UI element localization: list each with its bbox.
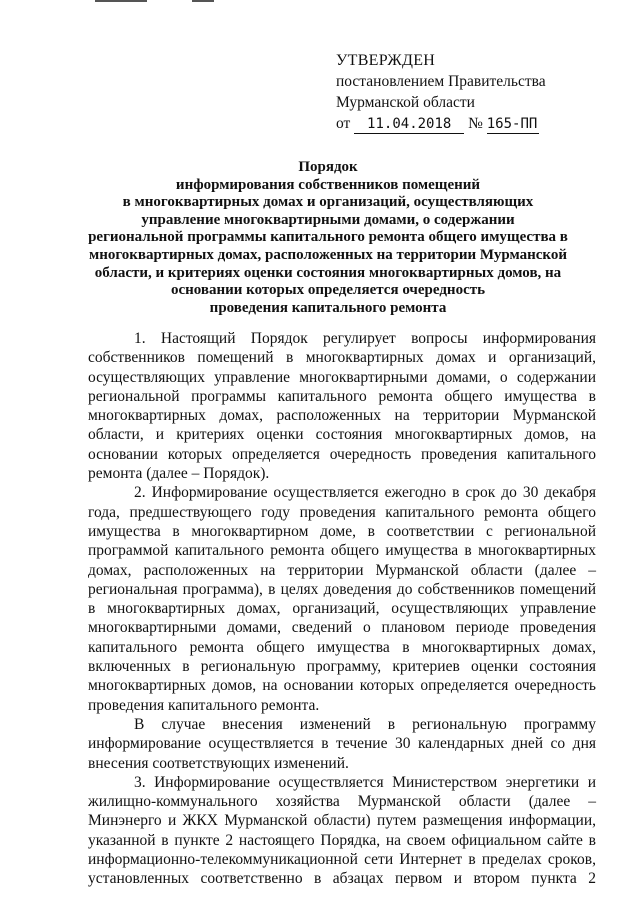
paragraph-1: 1. Настоящий Порядок регулирует вопросы информирования собственников помещений в многоквартирных домах и организаций, осуществляющих управление многоквартирными домами, о содержании региональной программы капитального ремонта общего имущества в многоквартирных домах, расположенных на территории Мурманской области, и критериях оценки состояния многоквартирных домов, на основании которых определяется очередность проведения капитального ремонта (далее – Порядок). <box>88 330 596 483</box>
scan-artifact <box>192 0 214 2</box>
document-body <box>88 329 596 889</box>
approval-title: УТВЕРЖДЕН <box>336 52 436 69</box>
heading-line: региональной программы капитального ремонта общего имущества в <box>88 229 568 246</box>
paragraph-3: 3. Информирование осуществляется Министерством энергетики и жилищно-коммунального хозяйства Мурманской области (далее – Минэнерго и ЖКХ Мурманской области) путем размещения информации, указанной в пункте 2 настоящего Порядка, на своем официальном сайте в информационно-телекоммуникационной сети Интернет в пределах сроков, установленных соответственно в абзацах первом и втором пункта 2 <box>88 773 596 888</box>
heading-line: области, и критериях оценки состояния многоквартирных домов, на <box>94 264 562 281</box>
approval-line-1: постановлением Правительства <box>336 73 546 90</box>
heading-line: проведения капитального ремонта <box>209 299 447 316</box>
paragraph-2: 2. Информирование осуществляется ежегодно в срок до 30 декабря года, предшествующего году проведения капитального ремонта общего имущества в многоквартирном доме, в соответствии с региональной программой капитального ремонта общего имущества в многоквартирных домах, расположенных на территории Мурманской области (далее – региональная программа), в целях доведения до собственников помещений в многоквартирных домах, организаций, осуществляющих управление многоквартирными домами, сведений о плановом периоде проведения капитального ремонта общего имущества в многоквартирных домах, включенных в региональную программу, критериев оценки состояния многоквартирных домов, на основании которых определяется очередность проведения капитального ремонта. <box>88 484 596 714</box>
approval-date-line <box>336 113 546 134</box>
document-heading <box>88 159 568 317</box>
approval-line-2: Мурманской области <box>336 94 475 111</box>
heading-line: Порядок <box>298 159 358 175</box>
heading-line: основании которых определяется очередность <box>170 282 486 299</box>
heading-line: в многоквартирных домах и организаций, осуществляющих <box>122 194 534 211</box>
scan-artifact <box>95 0 147 2</box>
paragraph-2-continued: В случае внесения изменений в региональную программу информирование осуществляется в течение 30 календарных дней со дня внесения соответствующих изменений. <box>88 715 596 772</box>
approval-stamp <box>336 50 546 134</box>
number-prefix: № <box>468 115 483 132</box>
approval-number: 165-ПП <box>486 116 538 132</box>
heading-line: управление многоквартирными домами, о содержании <box>141 211 515 228</box>
heading-line: информирования собственников помещений <box>175 176 481 193</box>
heading-line: многоквартирных домах, расположенных на территории Мурманской <box>88 246 567 263</box>
date-prefix: от <box>336 115 351 132</box>
approval-date: 11.04.2018 <box>354 116 464 134</box>
